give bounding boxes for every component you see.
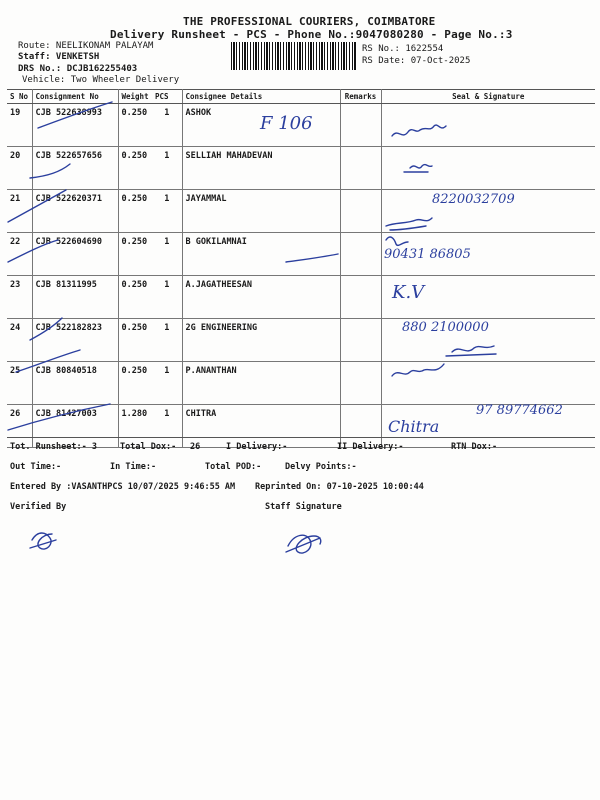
col-seal-signature: Seal & Signature	[381, 90, 595, 104]
row-pcs: 1	[152, 362, 182, 405]
out-time: Out Time:-	[10, 462, 62, 472]
row-remarks	[340, 104, 381, 147]
verified-by: Verified By	[10, 502, 67, 512]
col-consignment: Consignment No	[32, 90, 118, 104]
col-pcs: PCS	[152, 90, 182, 104]
barcode	[231, 42, 357, 70]
row-weight: 1.280	[118, 405, 152, 448]
total-dox-label: Total Dox:-	[120, 442, 177, 452]
row-weight: 0.250	[118, 190, 152, 233]
summary-divider	[7, 437, 595, 438]
row-consignment-no: CJB 522182823	[32, 319, 118, 362]
row-pcs: 1	[152, 319, 182, 362]
row-remarks	[340, 190, 381, 233]
route-label: Route: NEELIKONAM PALAYAM	[18, 41, 154, 51]
row-weight: 0.250	[118, 147, 152, 190]
row-sno: 25	[7, 362, 32, 405]
col-weight: Weight	[118, 90, 152, 104]
table-row	[7, 319, 595, 362]
ink-sig-staff	[286, 535, 321, 553]
row-remarks	[340, 276, 381, 319]
rs-no: RS No.: 1622554	[362, 44, 444, 54]
row-pcs: 1	[152, 190, 182, 233]
row-sno: 26	[7, 405, 32, 448]
row-remarks	[340, 233, 381, 276]
col-sno: S No	[7, 90, 32, 104]
row-consignee: A.JAGATHEESAN	[182, 276, 340, 319]
row-weight: 0.250	[118, 233, 152, 276]
row-consignment-no: CJB 522638993	[32, 104, 118, 147]
row-pcs: 1	[152, 233, 182, 276]
row-pcs: 1	[152, 104, 182, 147]
vehicle-label: Vehicle: Two Wheeler Delivery	[22, 75, 180, 85]
tot-runsheet: Tot. Runsheet:- 3	[10, 442, 97, 452]
delvy-points: Delvy Points:-	[285, 462, 357, 472]
handwritten-signature: K.V	[392, 282, 425, 303]
row-consignee: P.ANANTHAN	[182, 362, 340, 405]
handwritten-phone: 97 89774662	[476, 403, 563, 418]
row-consignee: ASHOK	[182, 104, 340, 147]
runsheet-table	[7, 89, 595, 448]
total-dox-value: 26	[190, 442, 201, 452]
table-row	[7, 147, 595, 190]
table-row	[7, 362, 595, 405]
row-pcs: 1	[152, 147, 182, 190]
handwritten-phone: 8220032709	[432, 192, 515, 207]
staff-label: Staff: VENKETSH	[18, 52, 100, 62]
total-pod: Total POD:-	[205, 462, 262, 472]
row-consignment-no: CJB 522604690	[32, 233, 118, 276]
row-weight: 0.250	[118, 276, 152, 319]
row-weight: 0.250	[118, 104, 152, 147]
row-consignment-no: CJB 81427003	[32, 405, 118, 448]
row-consignee: JAYAMMAL	[182, 190, 340, 233]
row-seal-signature	[381, 147, 595, 190]
row-consignee: CHITRA	[182, 405, 340, 448]
reprinted-on: Reprinted On: 07-10-2025 10:00:44	[255, 482, 424, 492]
row-consignee: 2G ENGINEERING	[182, 319, 340, 362]
row-sno: 20	[7, 147, 32, 190]
row-consignment-no: CJB 522657656	[32, 147, 118, 190]
row-sno: 22	[7, 233, 32, 276]
table-header-row	[7, 90, 595, 104]
handwritten-phone: 880 2100000	[402, 320, 489, 335]
row-remarks	[340, 319, 381, 362]
row-pcs: 1	[152, 276, 182, 319]
row-consignee: SELLIAH MAHADEVAN	[182, 147, 340, 190]
row-consignment-no: CJB 81311995	[32, 276, 118, 319]
row-sno: 21	[7, 190, 32, 233]
row-seal-signature	[381, 104, 595, 147]
row-remarks	[340, 147, 381, 190]
rtn-dox: RTN Dox:-	[451, 442, 498, 452]
row-sno: 24	[7, 319, 32, 362]
row-sno: 23	[7, 276, 32, 319]
row-seal-signature	[381, 362, 595, 405]
runsheet-title: Delivery Runsheet - PCS - Phone No.:9047080280 - Page No.:3	[110, 28, 513, 41]
row-consignment-no: CJB 522620371	[32, 190, 118, 233]
handwritten-phone: 90431 86805	[384, 247, 471, 262]
row-consignee: B GOKILAMNAI	[182, 233, 340, 276]
staff-signature-label: Staff Signature	[265, 502, 342, 512]
i-delivery: I Delivery:-	[226, 442, 288, 452]
row-weight: 0.250	[118, 362, 152, 405]
rs-date: RS Date: 07-Oct-2025	[362, 56, 471, 66]
row-pcs: 1	[152, 405, 182, 448]
handwritten-remark: F 106	[260, 113, 313, 134]
ink-sig-verified	[30, 533, 56, 549]
handwritten-name: Chitra	[388, 417, 440, 436]
col-consignee: Consignee Details	[182, 90, 340, 104]
table-row	[7, 276, 595, 319]
ii-delivery: II Delivery:-	[337, 442, 404, 452]
row-remarks	[340, 362, 381, 405]
row-sno: 19	[7, 104, 32, 147]
col-remarks: Remarks	[340, 90, 381, 104]
row-weight: 0.250	[118, 319, 152, 362]
in-time: In Time:-	[110, 462, 157, 472]
drs-label: DRS No.: DCJB162255403	[18, 64, 138, 74]
company-name: THE PROFESSIONAL COURIERS, COIMBATORE	[183, 15, 436, 28]
entered-by: Entered By :VASANTHPCS 10/07/2025 9:46:55 AM	[10, 482, 236, 492]
row-consignment-no: CJB 80840518	[32, 362, 118, 405]
table-row	[7, 233, 595, 276]
